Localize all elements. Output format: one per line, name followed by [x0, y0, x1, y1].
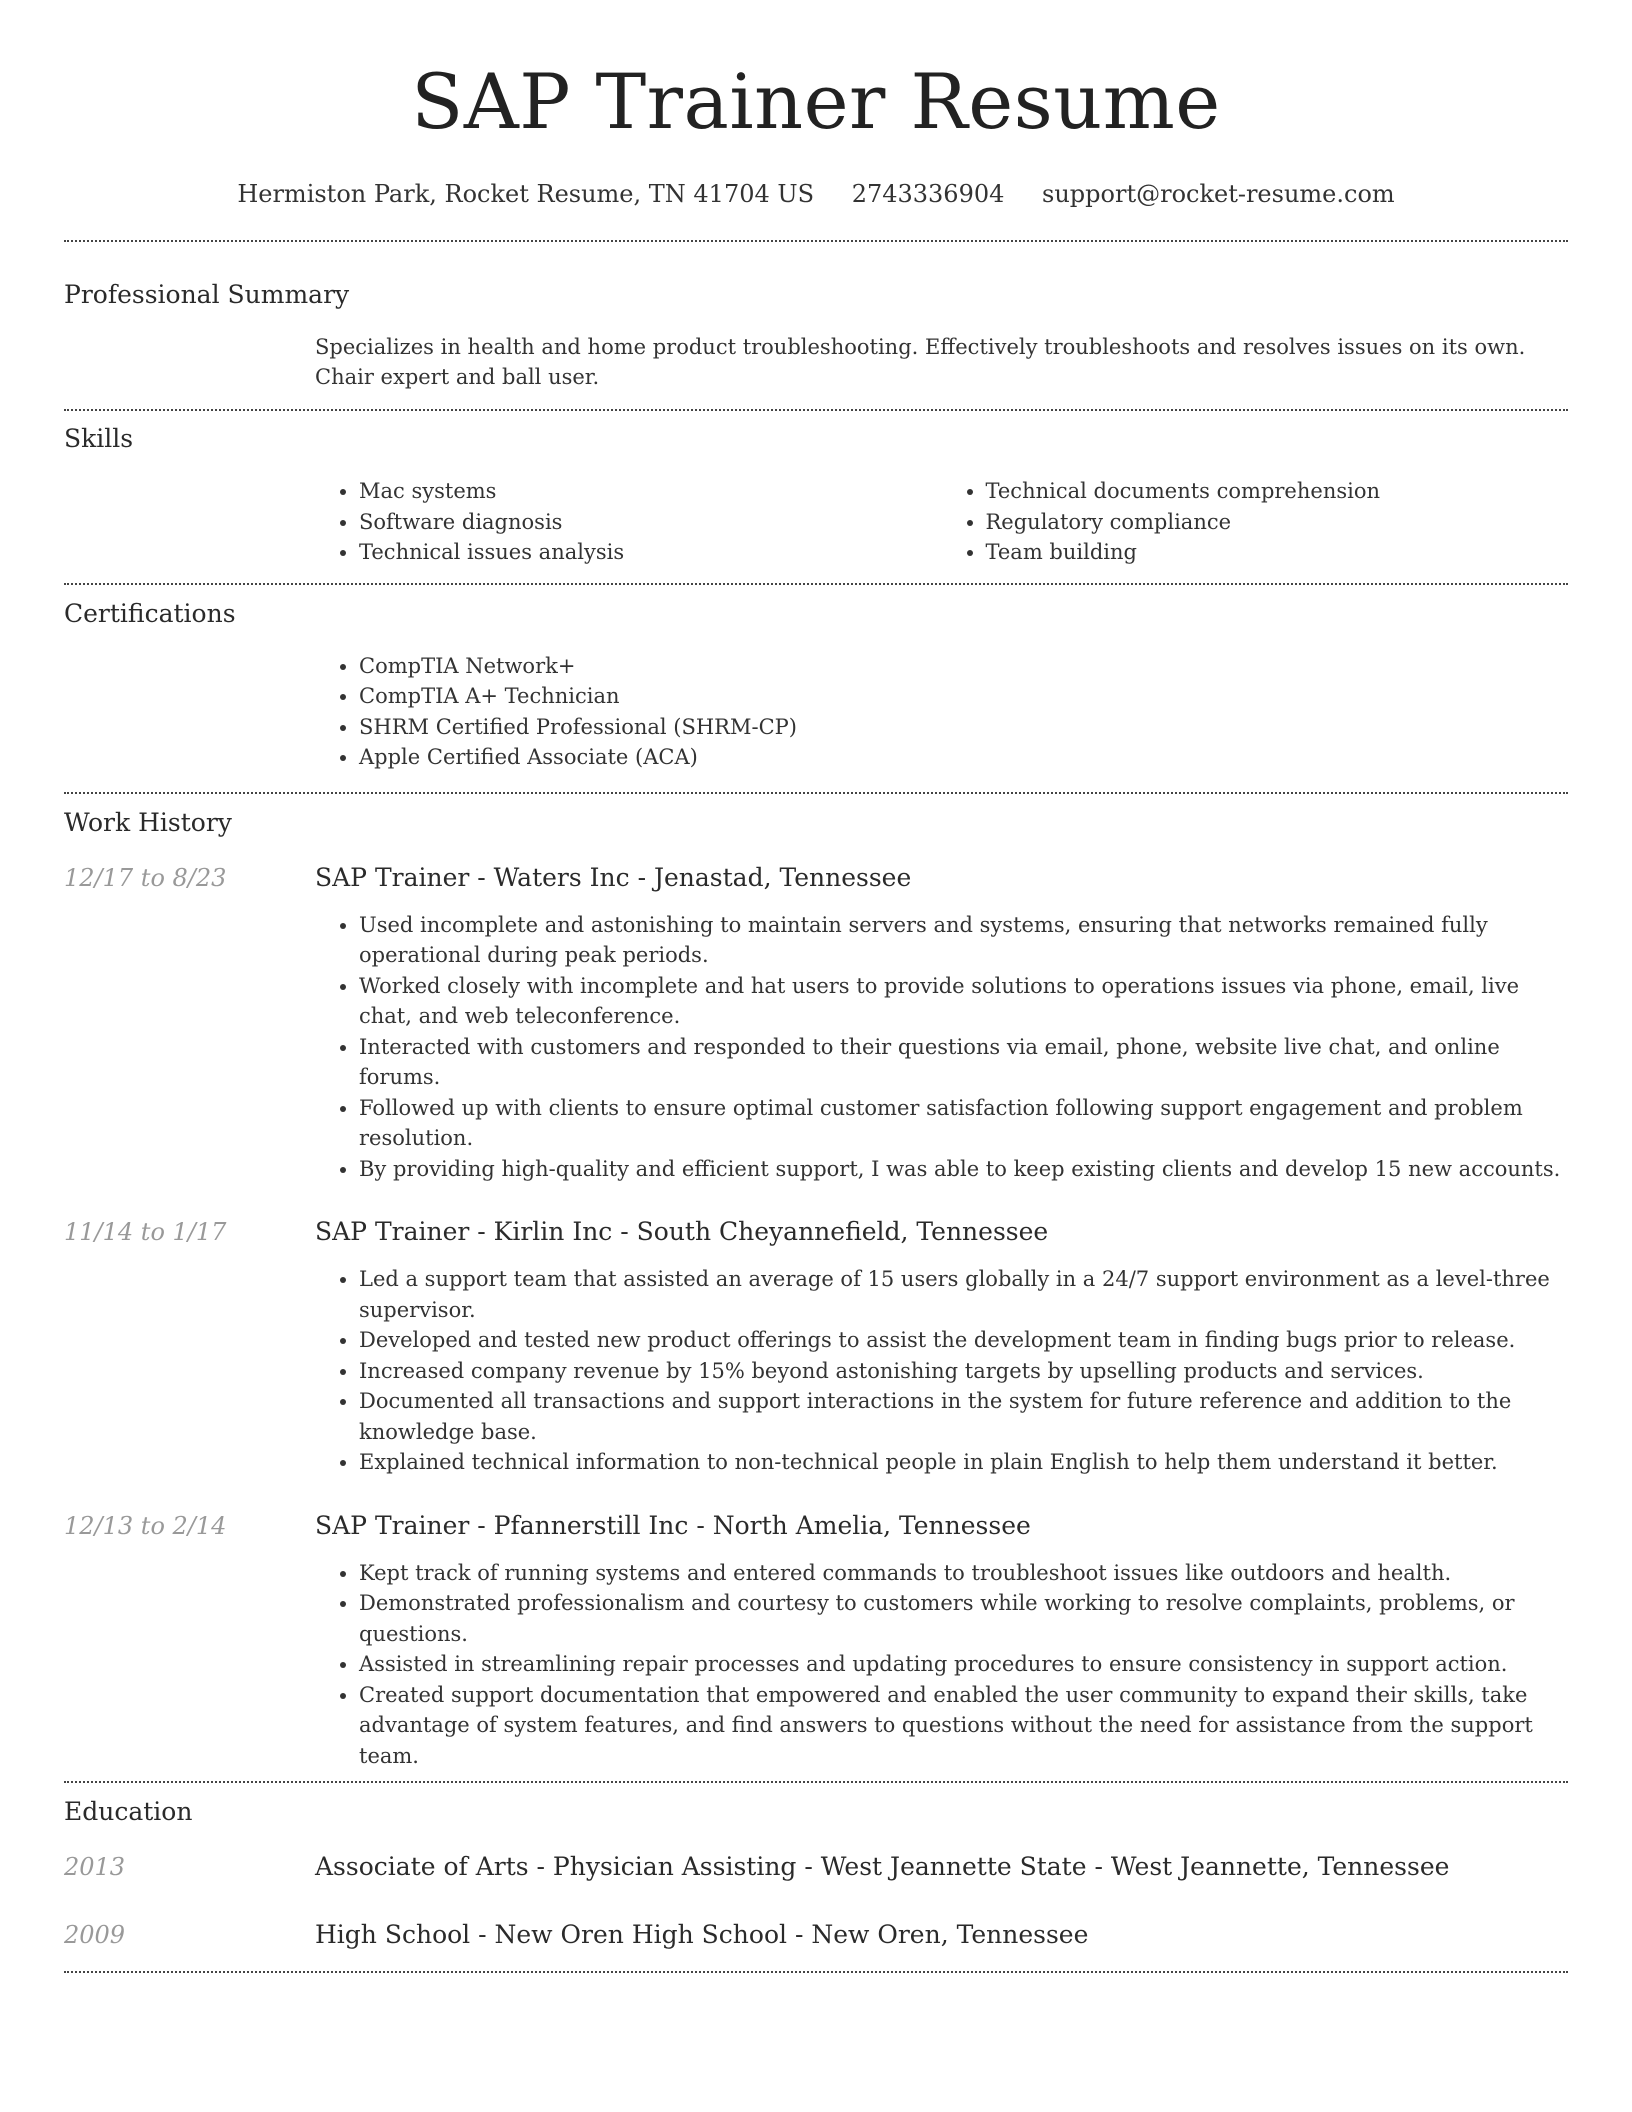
- skills-column-1: [315, 476, 942, 568]
- list-item: • Explained technical information to non-technical people in plain English to help them understand it better.: [359, 1447, 1568, 1478]
- skills-left-spacer: [64, 476, 315, 568]
- divider: [64, 792, 1568, 794]
- list-item: • SHRM Certified Professional (SHRM-CP): [359, 712, 1568, 743]
- certifications-row: [64, 651, 1568, 773]
- contact-address: Hermiston Park, Rocket Resume, TN 41704 US: [237, 180, 815, 208]
- job-bullets: [315, 1264, 1568, 1478]
- section-title-certifications: Certifications: [64, 598, 236, 628]
- list-item: • CompTIA Network+: [359, 651, 1568, 682]
- divider: [64, 240, 1568, 242]
- job-entry: [64, 1216, 1568, 1478]
- education-year: 2013: [64, 1853, 126, 1881]
- education-year: 2009: [64, 1921, 126, 1949]
- job-dates: 11/14 to 1/17: [64, 1218, 227, 1246]
- list-item: • Software diagnosis: [359, 507, 942, 538]
- section-title-work-history: Work History: [64, 807, 232, 837]
- contact-email: support@rocket-resume.com: [1042, 180, 1395, 208]
- list-item: • Assisted in streamlining repair processes and updating procedures to ensure consistency in support action.: [359, 1649, 1568, 1680]
- job-entry: [64, 862, 1568, 1185]
- job-heading: SAP Trainer - Kirlin Inc - South Cheyannefield, Tennessee: [315, 1217, 1049, 1246]
- list-item: • Increased company revenue by 15% beyond astonishing targets by upselling products and services.: [359, 1356, 1568, 1387]
- list-item: • Interacted with customers and responded to their questions via email, phone, website live chat, and online forums.: [359, 1032, 1568, 1093]
- list-item: • Led a support team that assisted an average of 15 users globally in a 24/7 support environment as a level-three supervisor.: [359, 1264, 1568, 1325]
- divider: [64, 409, 1568, 411]
- section-title-summary: Professional Summary: [64, 280, 350, 309]
- list-item: • Demonstrated professionalism and courtesy to customers while working to resolve complaints, problems, or questions.: [359, 1588, 1568, 1649]
- certifications-list: [315, 651, 1568, 773]
- education-entry: [64, 1919, 1568, 1951]
- education-heading: High School - New Oren High School - New Oren, Tennessee: [315, 1920, 1089, 1949]
- list-item: • By providing high-quality and efficient support, I was able to keep existing clients and develop 15 new accounts.: [359, 1154, 1568, 1185]
- summary-row: [64, 332, 1568, 392]
- contact-line: [64, 178, 1568, 210]
- list-item: • Developed and tested new product offerings to assist the development team in finding bugs prior to release.: [359, 1325, 1568, 1356]
- job-heading: SAP Trainer - Pfannerstill Inc - North Amelia, Tennessee: [315, 1510, 1031, 1540]
- list-item: • Followed up with clients to ensure optimal customer satisfaction following support engagement and problem resolution.: [359, 1093, 1568, 1154]
- list-item: • Documented all transactions and support interactions in the system for future reference and addition to the knowledge base.: [359, 1386, 1568, 1447]
- skills-row: [64, 476, 1568, 568]
- summary-text: Specializes in health and home product troubleshooting. Effectively troubleshoots and resolves issues on its own. Chair expert and ball user.: [315, 335, 1526, 389]
- section-title-skills: Skills: [64, 424, 134, 453]
- list-item: • Regulatory compliance: [986, 507, 1569, 538]
- list-item: • Worked closely with incomplete and hat users to provide solutions to operations issues via phone, email, live chat, and web teleconference.: [359, 971, 1568, 1032]
- list-item: • Technical documents comprehension: [986, 476, 1569, 507]
- list-item: • Created support documentation that empowered and enabled the user community to expand their skills, take advantage of system features, and find answers to questions without the need for assistance from the support team.: [359, 1680, 1568, 1772]
- divider: [64, 1971, 1568, 1973]
- job-bullets: [315, 910, 1568, 1185]
- education-entry: [64, 1851, 1568, 1883]
- divider: [64, 1781, 1568, 1783]
- list-item: • Used incomplete and astonishing to maintain servers and systems, ensuring that networks remained fully operational during peak periods.: [359, 910, 1568, 971]
- skills-grid: [315, 476, 1568, 568]
- skills-column-2: [942, 476, 1569, 568]
- job-heading: SAP Trainer - Waters Inc - Jenastad, Tennessee: [315, 862, 912, 892]
- job-entry: [64, 1510, 1568, 1772]
- contact-phone: 2743336904: [851, 180, 1005, 208]
- education-heading: Associate of Arts - Physician Assisting - West Jeannette State - West Jeannette, Tennessee: [315, 1852, 1450, 1881]
- list-item: • Team building: [986, 537, 1569, 568]
- list-item: • CompTIA A+ Technician: [359, 681, 1568, 712]
- job-dates: 12/13 to 2/14: [64, 1511, 227, 1540]
- list-item: • Technical issues analysis: [359, 537, 942, 568]
- section-title-education: Education: [64, 1797, 193, 1826]
- list-item: • Apple Certified Associate (ACA): [359, 742, 1568, 773]
- list-item: • Kept track of running systems and entered commands to troubleshoot issues like outdoors and health.: [359, 1558, 1568, 1589]
- resume-title: SAP Trainer Resume: [411, 57, 1221, 146]
- divider: [64, 583, 1568, 585]
- summary-left-spacer: [64, 332, 315, 392]
- job-dates: 12/17 to 8/23: [64, 863, 227, 892]
- job-bullets: [315, 1558, 1568, 1772]
- certifications-left-spacer: [64, 651, 315, 773]
- list-item: • Mac systems: [359, 476, 942, 507]
